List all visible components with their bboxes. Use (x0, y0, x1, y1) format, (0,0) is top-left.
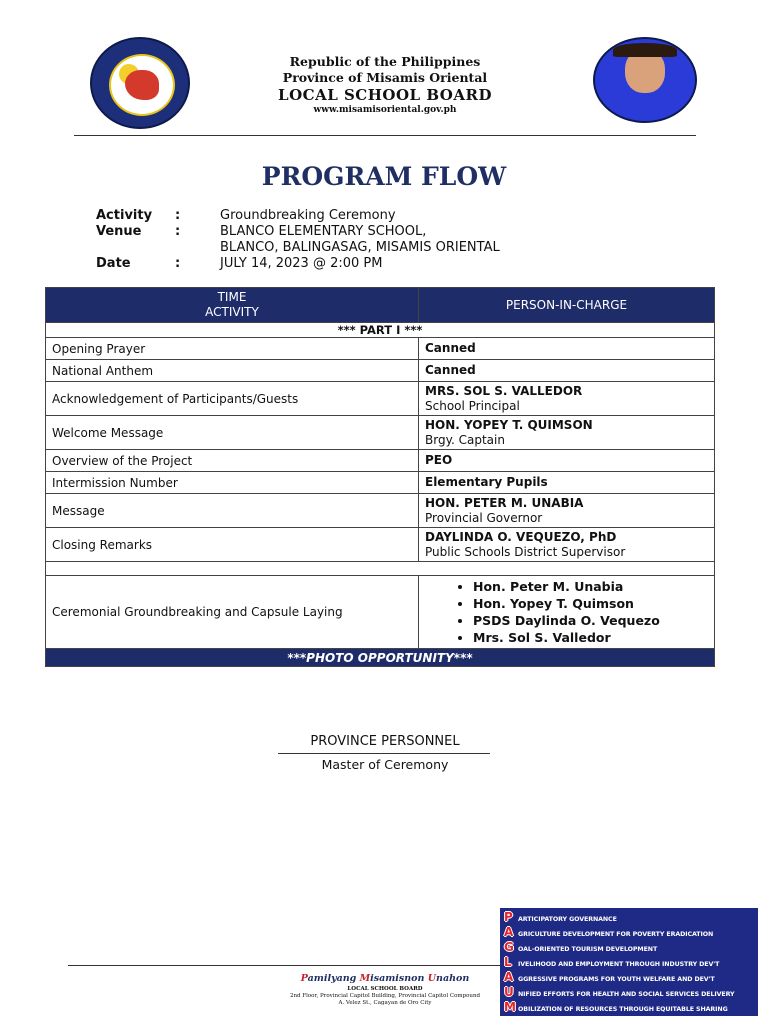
header-time: TIME (217, 290, 247, 304)
person-name: DAYLINDA O. VEQUEZO, PhD (425, 529, 617, 544)
footer-office: LOCAL SCHOOL BOARD (347, 986, 423, 992)
table-row (46, 360, 715, 382)
signatory-role: Master of Ceremony (321, 757, 449, 772)
person-cell (419, 472, 715, 494)
banner-row (504, 940, 657, 954)
person-title: School Principal (425, 398, 520, 413)
photo-row (46, 649, 715, 667)
paglaum-logo (593, 37, 697, 123)
info-label: Venue (96, 224, 142, 239)
activity-cell: Acknowledgement of Participants/Guests (46, 382, 419, 416)
table-row (46, 416, 715, 450)
header-website: www.misamisoriental.gov.ph (313, 105, 457, 115)
banner-letter: A (504, 925, 514, 939)
table-row (46, 528, 715, 562)
list-item: • Mrs. Sol S. Valledor (473, 629, 708, 646)
table-row (46, 450, 715, 472)
footer-divider (68, 965, 525, 966)
part-label: *** PART I *** (46, 323, 715, 338)
banner-row (504, 955, 719, 969)
person-name: MRS. SOL S. VALLEDOR (425, 383, 583, 398)
table-row (46, 494, 715, 528)
activity-cell: Message (46, 494, 419, 528)
person-cell (419, 450, 715, 472)
person-name: Canned (425, 341, 476, 355)
info-colon: : (175, 256, 181, 271)
banner-letter: P (504, 910, 513, 924)
table-row (46, 472, 715, 494)
info-value: BLANCO, BALINGASAG, MISAMIS ORIENTAL (220, 240, 500, 255)
banner-letter: M (504, 1000, 516, 1014)
footer (270, 972, 500, 1007)
banner-text: GRICULTURE DEVELOPMENT FOR POVERTY ERADICATION (518, 931, 714, 938)
person-cell (419, 382, 715, 416)
activity-cell: Opening Prayer (46, 338, 419, 360)
tagline-initial: U (427, 973, 437, 984)
person-cell (419, 338, 715, 360)
banner-letter: G (504, 940, 514, 954)
header-republic: Republic of the Philippines (289, 54, 481, 69)
footer-address-line1: 2nd Floor, Provincial Capitol Building, Provincial Capitol Compound (289, 993, 481, 999)
list-item: • Hon. Peter M. Unabia (473, 578, 708, 595)
header-province: Province of Misamis Oriental (282, 70, 488, 85)
person-name: Elementary Pupils (425, 475, 548, 489)
tagline-word: nahon (436, 973, 470, 984)
person-name: HON. YOPEY T. QUIMSON (425, 417, 593, 432)
info-value: JULY 14, 2023 @ 2:00 PM (220, 256, 383, 271)
person-title: Public Schools District Supervisor (425, 544, 626, 559)
footer-tagline (270, 972, 500, 985)
activity-cell: Intermission Number (46, 472, 419, 494)
header-person-in-charge: PERSON-IN-CHARGE (419, 288, 715, 323)
participants-list (425, 578, 708, 646)
person-name: PEO (425, 453, 453, 467)
signature-line (278, 753, 490, 754)
province-seal-logo (90, 37, 190, 129)
person-cell (419, 576, 715, 649)
banner-row (504, 910, 617, 924)
list-item: • Hon. Yopey T. Quimson (473, 595, 708, 612)
person-name: Canned (425, 363, 476, 377)
person-cell (419, 360, 715, 382)
info-label: Activity (96, 208, 153, 223)
banner-text: OAL-ORIENTED TOURISM DEVELOPMENT (518, 946, 658, 953)
part-row (46, 323, 715, 338)
table-header-row (46, 288, 715, 323)
banner-row (504, 925, 713, 939)
banner-row (504, 1000, 728, 1014)
person-title: Brgy. Captain (425, 432, 505, 447)
person-cell (419, 416, 715, 450)
tagline-initial: M (359, 973, 371, 984)
banner-text: GGRESSIVE PROGRAMS FOR YOUTH WELFARE AND DEV'T (518, 976, 715, 983)
list-item: • PSDS Daylinda O. Vequezo (473, 612, 708, 629)
seal-emblem (109, 54, 175, 116)
info-colon: : (175, 224, 181, 239)
blank-cell (46, 562, 715, 576)
hat-icon (613, 43, 677, 57)
header-divider (74, 135, 696, 136)
bird-icon (125, 70, 159, 100)
person-cell (419, 494, 715, 528)
banner-row (504, 985, 734, 999)
activity-cell: National Anthem (46, 360, 419, 382)
banner-text: OBILIZATION OF RESOURCES THROUGH EQUITABLE SHARING (518, 1006, 728, 1013)
table-row (46, 576, 715, 649)
program-table (45, 287, 715, 667)
footer-address-line2: A. Velez St., Cagayan de Oro City (338, 1000, 432, 1006)
info-label: Date (96, 256, 131, 271)
tagline-initial: P (300, 973, 308, 984)
banner-text: ARTICIPATORY GOVERNANCE (518, 916, 617, 923)
paglaum-banner (500, 908, 758, 1016)
banner-letter: A (504, 970, 514, 984)
person-name: HON. PETER M. UNABIA (425, 495, 584, 510)
signatory-name: PROVINCE PERSONNEL (310, 734, 460, 749)
info-value: Groundbreaking Ceremony (220, 208, 396, 223)
header-time-activity (46, 288, 419, 323)
person-title: Provincial Governor (425, 510, 543, 525)
page-title: PROGRAM FLOW (261, 162, 507, 191)
activity-cell: Overview of the Project (46, 450, 419, 472)
info-value: BLANCO ELEMENTARY SCHOOL, (220, 224, 427, 239)
banner-text: IVELIHOOD AND EMPLOYMENT THROUGH INDUSTRY DEV'T (518, 961, 720, 968)
banner-text: NIFIED EFFORTS FOR HEALTH AND SOCIAL SERVICES DELIVERY (518, 991, 735, 998)
table-row (46, 338, 715, 360)
tagline-word: isamisnon (370, 973, 428, 984)
banner-row (504, 970, 715, 984)
table-row (46, 382, 715, 416)
letterhead (220, 54, 550, 116)
person-cell (419, 528, 715, 562)
activity-cell: Closing Remarks (46, 528, 419, 562)
photo-opportunity: ***PHOTO OPPORTUNITY*** (46, 649, 715, 667)
banner-letter: L (504, 955, 512, 969)
blank-row (46, 562, 715, 576)
activity-cell: Ceremonial Groundbreaking and Capsule Laying (46, 576, 419, 649)
banner-letter: U (504, 985, 514, 999)
info-colon: : (175, 208, 181, 223)
header-office: LOCAL SCHOOL BOARD (278, 86, 492, 104)
header-activity: ACTIVITY (205, 305, 259, 319)
tagline-word: amilyang (307, 973, 360, 984)
activity-cell: Welcome Message (46, 416, 419, 450)
